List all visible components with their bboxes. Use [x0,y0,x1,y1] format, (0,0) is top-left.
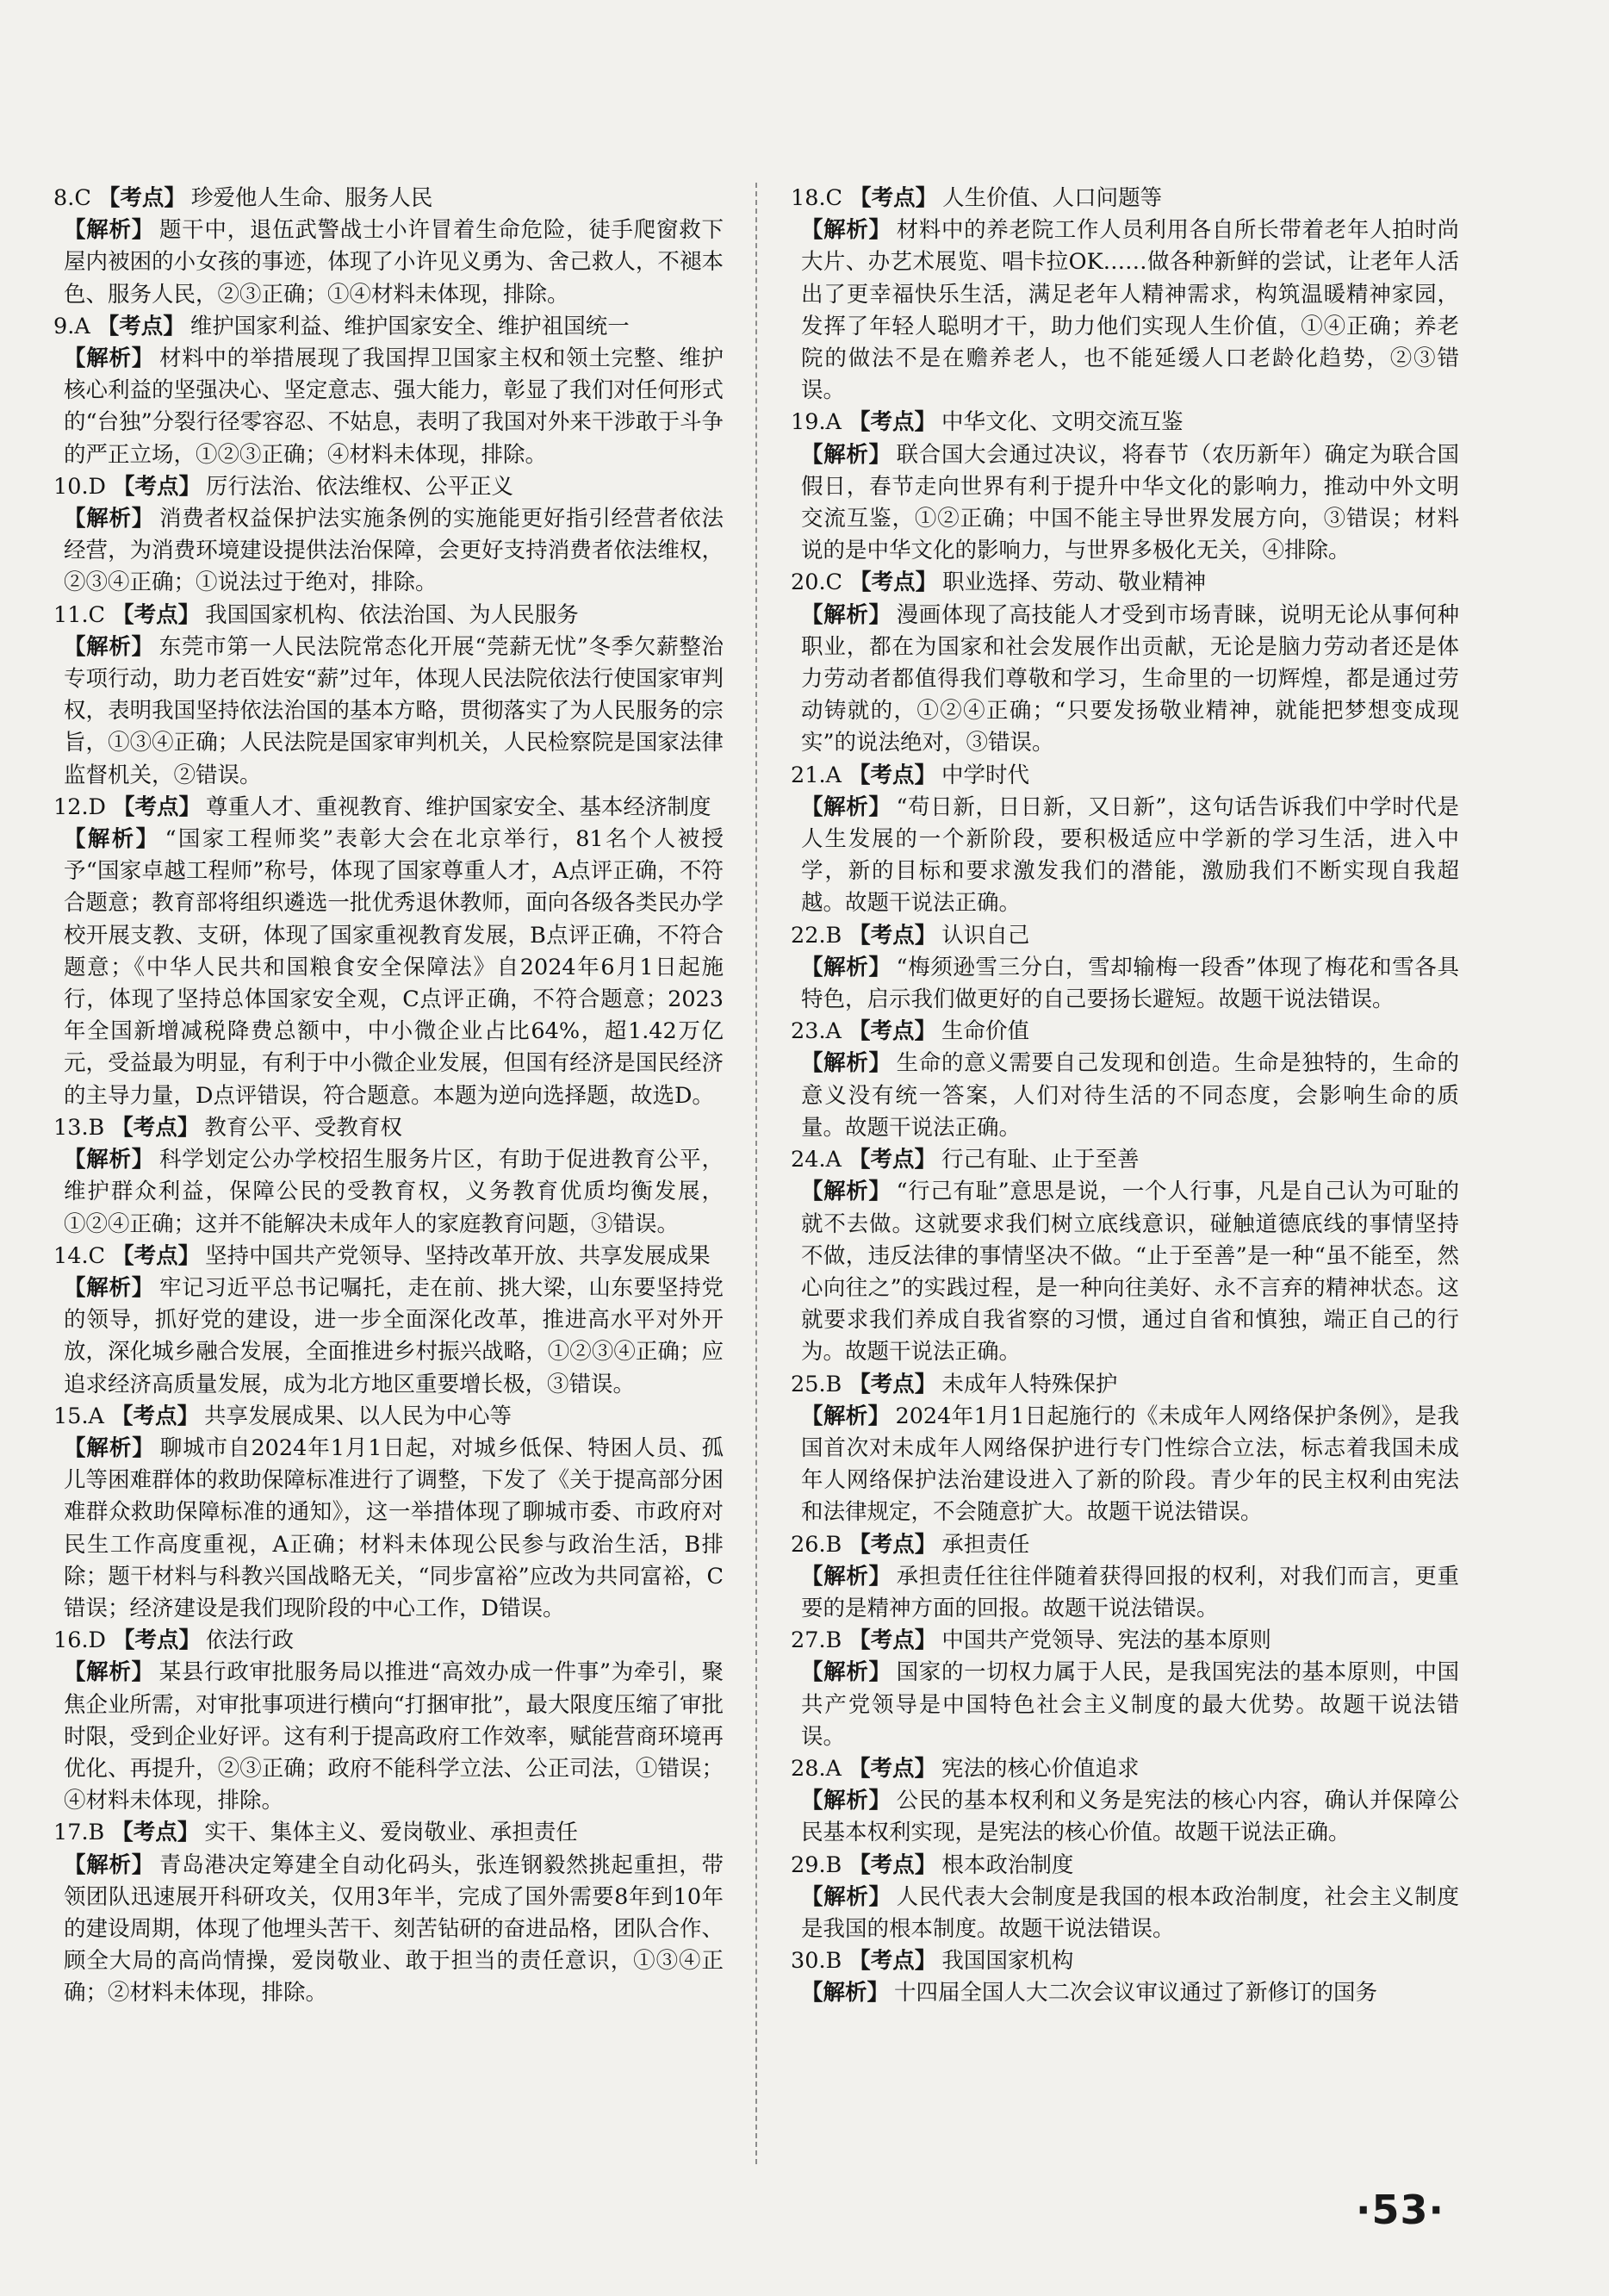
jiexi-text: 国家的一切权力属于人民，是我国宪法的基本原则，中国共产党领导是中国特色社会主义制度的最大优势。故题干说法错误。 [801,1659,1459,1750]
answer-item [791,1625,1459,1753]
kaodian-text: 依法行政 [206,1627,295,1654]
jiexi-tag: 【解析】 [801,1050,891,1077]
analysis [53,1272,724,1401]
kaodian-text: 认识自己 [941,922,1030,949]
kaodian-text: 行己有耻、止于至善 [941,1147,1140,1173]
analysis [791,1785,1459,1849]
question-number: 26.B [791,1531,842,1558]
answer-item [791,760,1459,920]
analysis [791,1882,1459,1945]
answer-header [791,183,1459,215]
jiexi-text: 联合国大会通过决议，将春节（农历新年）确定为联合国假日，春节走向世界有利于提升中华文化的影响力，推动中外文明交流互鉴，①②正确；中国不能主导世界发展方向，③错误；材料说的是中华文化的影响力，与世界多极化无关，④排除。 [801,441,1459,564]
kaodian-text: 生命价值 [941,1018,1029,1045]
answer-item [791,920,1459,1017]
analysis [791,952,1459,1016]
question-number: 8.C [53,185,91,211]
jiexi-tag: 【解析】 [801,954,891,980]
kaodian-text: 厉行法治、依法维权、公平正义 [206,473,514,500]
kaodian-tag: 【考点】 [849,569,938,596]
answer-item [53,1401,724,1625]
jiexi-text: “行己有耻”意思是说，一个人行事，凡是自己认为可耻的就不去做。这就要求我们树立底线意识，碰触道德底线的事情坚持不做，违反法律的事情坚决不做。“止于至善”是一种“虽不能至，然心向往之”的实践过程，是一种向往美好、永不言弃的精神状态。这就要求我们养成自我省察的习惯，通过自省和慎独，端正自己的行为。故题干说法正确。 [801,1179,1459,1366]
answer-item [53,1817,724,2009]
kaodian-tag: 【考点】 [97,185,186,211]
answer-item [791,183,1459,407]
jiexi-tag: 【解析】 [801,1403,891,1429]
kaodian-text: 根本政治制度 [941,1851,1074,1878]
question-number: 11.C [53,601,106,628]
jiexi-text: 东莞市第一人民法院常态化开展“莞薪无忧”冬季欠薪整治专项行动，助力老百姓安“薪”过年，体现人民法院依法行使国家审判权，表明我国坚持依法治国的基本方略，贯彻落实了为人民服务的宗旨，①③④正确；人民法院是国家审判机关，人民检察院是国家法律监督机关，②错误。 [64,633,724,788]
analysis [53,1850,724,2010]
answer-header [791,920,1459,952]
question-number: 16.D [53,1627,106,1654]
kaodian-text: 坚持中国共产党领导、坚持改革开放、共享发展成果 [205,1242,711,1269]
analysis [791,215,1459,407]
jiexi-tag: 【解析】 [64,1659,154,1686]
answer-item [791,1144,1459,1368]
jiexi-tag: 【解析】 [801,1659,891,1686]
answer-header [53,311,724,343]
question-number: 30.B [791,1948,842,1975]
jiexi-tag: 【解析】 [64,506,154,532]
kaodian-tag: 【考点】 [848,762,936,788]
kaodian-tag: 【考点】 [848,1755,936,1782]
answer-header [53,792,724,824]
jiexi-text: 生命的意义需要自己发现和创造。生命是独特的，生命的意义没有统一答案，人们对待生活的不同态度，会影响生命的质量。故题干说法正确。 [801,1050,1459,1141]
jiexi-tag: 【解析】 [64,826,160,853]
kaodian-text: 中学时代 [941,762,1029,788]
jiexi-text: “国家工程师奖”表彰大会在北京举行，81名个人被授予“国家卓越工程师”称号，体现了国家尊重人才，A点评正确，不符合题意；教育部将组织遴选一批优秀退休教师，面向各级各类民办学校开展支教、支研，体现了国家重视教育发展，B点评正确，不符合题意；《中华人民共和国粮食安全保障法》自2024年6月1日起施行，体现了坚持总体国家安全观，C点评正确，不符合题意；2023年全国新增减税降费总额中，中小微企业占比64%，超1.42万亿元，受益最为明显，有利于中小微企业发展，但国有经济是国民经济的主导力量，D点评错误，符合题意。本题为逆向选择题，故选D。 [64,826,724,1109]
answer-header [53,1817,724,1849]
answer-header [53,183,724,215]
analysis [791,1401,1459,1529]
page-number: ·53· [1356,2187,1444,2233]
question-number: 21.A [791,762,842,788]
question-number: 15.A [53,1403,104,1429]
jiexi-text: “苟日新，日日新，又日新”，这句话告诉我们中学时代是人生发展的一个新阶段，要积极适应中学新的学习生活，进入中学，新的目标和要求激发我们的潜能，激励我们不断实现自我超越。故题干说法正确。 [801,793,1459,917]
kaodian-text: 尊重人才、重视教育、维护国家安全、基本经济制度 [206,793,711,820]
jiexi-tag: 【解析】 [64,217,154,244]
kaodian-tag: 【考点】 [848,1147,936,1173]
kaodian-text: 珍爱他人生命、服务人民 [190,185,433,211]
question-number: 9.A [53,313,90,339]
jiexi-tag: 【解析】 [801,1563,891,1590]
kaodian-text: 我国国家机构 [941,1948,1074,1975]
jiexi-tag: 【解析】 [801,1980,890,2007]
kaodian-tag: 【考点】 [848,1948,937,1975]
jiexi-text: 科学划定公办学校招生服务片区，有助于促进教育公平，维护群众利益，保障公民的受教育权，义务教育优质均衡发展，①②④正确；这并不能解决未成年人的家庭教育问题，③错误。 [64,1147,724,1237]
question-number: 14.C [53,1242,106,1269]
answer-header [53,1625,724,1657]
analysis [791,600,1459,760]
answer-header [53,471,724,503]
kaodian-tag: 【考点】 [113,473,202,500]
analysis [791,1977,1459,2009]
analysis [53,1144,724,1241]
question-number: 20.C [791,569,843,596]
kaodian-tag: 【考点】 [111,1114,200,1141]
jiexi-tag: 【解析】 [801,1788,891,1814]
question-number: 29.B [791,1851,842,1878]
analysis [53,1433,724,1625]
answer-header [791,1369,1459,1401]
jiexi-tag: 【解析】 [64,345,154,372]
kaodian-tag: 【考点】 [112,601,201,628]
jiexi-text: 青岛港决定筹建全自动化码头，张连钢毅然挑起重担，带领团队迅速展开科研攻关，仅用3年半，完成了国外需要8年到10年的建设周期，体现了他埋头苦干、刻苦钻研的奋进品格，团队合作、顾全大局的高尚情操，爱岗敬业、敢于担当的责任意识，①③④正确；②材料未体现，排除。 [64,1851,724,2007]
question-number: 10.D [53,473,106,500]
kaodian-tag: 【考点】 [848,922,937,949]
jiexi-text: 某县行政审批服务局以推进“高效办成一件事”为牵引，聚焦企业所需，对审批事项进行横向“打捆审批”，最大限度压缩了审批时限，受到企业好评。这有利于提高政府工作效率，赋能营商环境再优化、再提升，②③正确；政府不能科学立法、公正司法，①错误；④材料未体现，排除。 [64,1659,724,1814]
jiexi-tag: 【解析】 [64,1147,154,1173]
kaodian-tag: 【考点】 [848,1531,937,1558]
question-number: 27.B [791,1627,842,1654]
answer-header [53,600,724,632]
answer-item [53,600,724,792]
jiexi-text: 漫画体现了高技能人才受到市场青睐，说明无论从事何种职业，都在为国家和社会发展作出贡献，无论是脑力劳动者还是体力劳动者都值得我们尊敬和学习，生命里的一切辉煌，都是通过劳动铸就的，①②④正确；“只要发扬敬业精神，就能把梦想变成现实”的说法绝对，③错误。 [801,601,1459,756]
jiexi-text: “梅须逊雪三分白，雪却输梅一段香”体现了梅花和雪各具特色，启示我们做更好的自己要扬长避短。故题干说法错误。 [801,954,1459,1013]
jiexi-text: 公民的基本权利和义务是宪法的核心内容，确认并保障公民基本权利实现，是宪法的核心价值。故题干说法正确。 [801,1788,1459,1846]
analysis [53,824,724,1112]
answer-item [791,407,1459,567]
analysis [791,1048,1459,1144]
analysis [791,1657,1459,1753]
answer-item [53,792,724,1112]
kaodian-text: 未成年人特殊保护 [941,1371,1118,1397]
jiexi-tag: 【解析】 [64,1434,155,1461]
question-number: 12.D [53,793,106,820]
kaodian-tag: 【考点】 [113,1627,202,1654]
kaodian-text: 人生价值、人口问题等 [942,185,1163,211]
kaodian-text: 维护国家利益、维护国家安全、维护祖国统一 [189,313,630,339]
kaodian-tag: 【考点】 [96,313,185,339]
analysis [53,215,724,311]
answer-header [791,567,1459,599]
jiexi-text: 材料中的养老院工作人员利用各自所长带着老年人拍时尚大片、办艺术展览、唱卡拉OK……做各种新鲜的尝试，让老年人活出了更幸福快乐生活，满足老年人精神需求，构筑温暖精神家园，发挥了年轻人聪明才干，助力他们实现人生价值，①④正确；养老院的做法不是在赡养老人，也不能延缓人口老龄化趋势，②③错误。 [801,217,1459,404]
kaodian-text: 我国国家机构、依法治国、为人民服务 [205,601,579,628]
answer-item [791,1945,1459,2009]
jiexi-tag: 【解析】 [801,1179,891,1205]
jiexi-text: 材料中的举措展现了我国捍卫国家主权和领土完整、维护核心利益的坚强决心、坚定意志、强大能力，彰显了我们对任何形式的“台独”分裂行径零容忍、不姑息，表明了我国对外来干涉敢于斗争的严正立场，①②③正确；④材料未体现，排除。 [64,345,724,468]
kaodian-tag: 【考点】 [112,1242,201,1269]
answer-item [53,1241,724,1401]
answer-item [53,183,724,311]
analysis [53,632,724,792]
kaodian-text: 承担责任 [941,1531,1030,1558]
question-number: 24.A [791,1147,842,1173]
jiexi-tag: 【解析】 [64,1274,154,1301]
jiexi-tag: 【解析】 [801,441,891,468]
answer-item [53,1112,724,1241]
question-number: 28.A [791,1755,842,1782]
answer-item [791,1016,1459,1144]
answer-header [53,1112,724,1144]
answer-header [53,1241,724,1272]
analysis [53,1657,724,1817]
kaodian-tag: 【考点】 [848,1018,936,1045]
answer-item [791,567,1459,759]
kaodian-text: 教育公平、受教育权 [204,1114,402,1141]
kaodian-tag: 【考点】 [111,1820,200,1846]
question-number: 19.A [791,409,842,436]
column-divider [755,183,757,2164]
kaodian-tag: 【考点】 [848,409,936,436]
right-column [791,183,1459,2010]
answer-item [791,1529,1459,1626]
jiexi-text: 十四届全国人大二次会议审议通过了新修订的国务 [894,1980,1378,2007]
answer-item [791,1369,1459,1529]
analysis [791,439,1459,568]
left-column [53,183,724,2010]
jiexi-text: 消费者权益保护法实施条例的实施能更好指引经营者依法经营，为消费环境建设提供法治保障，会更好支持消费者依法维权，②③④正确；①说法过于绝对，排除。 [64,506,724,596]
answer-item [791,1850,1459,1946]
answer-header [791,1945,1459,1977]
kaodian-tag: 【考点】 [848,1371,937,1397]
question-number: 22.B [791,922,842,949]
question-number: 18.C [791,185,843,211]
analysis [791,1176,1459,1368]
question-number: 17.B [53,1820,105,1846]
kaodian-text: 共享发展成果、以人民为中心等 [203,1403,512,1429]
jiexi-tag: 【解析】 [64,1851,154,1878]
kaodian-text: 中华文化、文明交流互鉴 [941,409,1183,436]
answer-header [53,1401,724,1433]
answer-item [53,471,724,600]
answer-header [791,1625,1459,1657]
jiexi-text: 聊城市自2024年1月1日起，对城乡低保、特困人员、孤儿等困难群体的救助保障标准进行了调整，下发了《关于提高部分困难群众救助保障标准的通知》，这一举措体现了聊城市委、市政府对民生工作高度重视，A正确；材料未体现公民参与政治生活，B排除；题干材料与科教兴国战略无关，“同步富裕”应改为共同富裕，C错误；经济建设是我们现阶段的中心工作，D错误。 [64,1434,724,1621]
kaodian-text: 实干、集体主义、爱岗敬业、承担责任 [204,1820,578,1846]
jiexi-tag: 【解析】 [801,793,891,820]
kaodian-text: 职业选择、劳动、敬业精神 [942,569,1207,596]
answer-header [791,760,1459,792]
kaodian-text: 宪法的核心价值追求 [941,1755,1140,1782]
answer-item [53,311,724,471]
analysis [791,792,1459,920]
jiexi-tag: 【解析】 [801,601,891,628]
kaodian-tag: 【考点】 [113,793,202,820]
jiexi-text: 人民代表大会制度是我国的根本政治制度，社会主义制度是我国的根本制度。故题干说法错误。 [801,1883,1459,1942]
question-number: 13.B [53,1114,105,1141]
jiexi-text: 牢记习近平总书记嘱托，走在前、挑大梁，山东要坚持党的领导，抓好党的建设，进一步全面深化改革，推进高水平对外开放，深化城乡融合发展，全面推进乡村振兴战略，①②③④正确；应追求经济高质量发展，成为北方地区重要增长极，③错误。 [64,1274,724,1397]
jiexi-text: 承担责任往往伴随着获得回报的权利，对我们而言，更重要的是精神方面的回报。故题干说法错误。 [801,1563,1459,1621]
answer-header [791,407,1459,439]
answer-header [791,1529,1459,1561]
question-number: 23.A [791,1018,842,1045]
jiexi-tag: 【解析】 [801,1883,891,1910]
kaodian-tag: 【考点】 [849,185,938,211]
answer-header [791,1144,1459,1176]
jiexi-text: 题干中，退伍武警战士小许冒着生命危险，徒手爬窗救下屋内被困的小女孩的事迹，体现了小许见义勇为、舍己救人，不褪本色、服务人民，②③正确；①④材料未体现，排除。 [64,217,724,308]
jiexi-tag: 【解析】 [64,633,154,660]
answer-header [791,1753,1459,1785]
kaodian-tag: 【考点】 [848,1627,937,1654]
analysis [53,503,724,600]
kaodian-tag: 【考点】 [110,1403,199,1429]
kaodian-text: 中国共产党领导、宪法的基本原则 [941,1627,1271,1654]
answer-header [791,1016,1459,1048]
analysis [53,343,724,471]
jiexi-text: 2024年1月1日起施行的《未成年人网络保护条例》，是我国首次对未成年人网络保护进行专门性综合立法，标志着我国未成年人网络保护法治建设进入了新的阶段。青少年的民主权利由宪法和法律规定，不会随意扩大。故题干说法错误。 [801,1403,1459,1526]
jiexi-tag: 【解析】 [801,217,891,244]
kaodian-tag: 【考点】 [848,1851,937,1878]
answer-item [53,1625,724,1817]
answer-header [791,1850,1459,1882]
question-number: 25.B [791,1371,842,1397]
analysis [791,1561,1459,1625]
answer-item [791,1753,1459,1850]
